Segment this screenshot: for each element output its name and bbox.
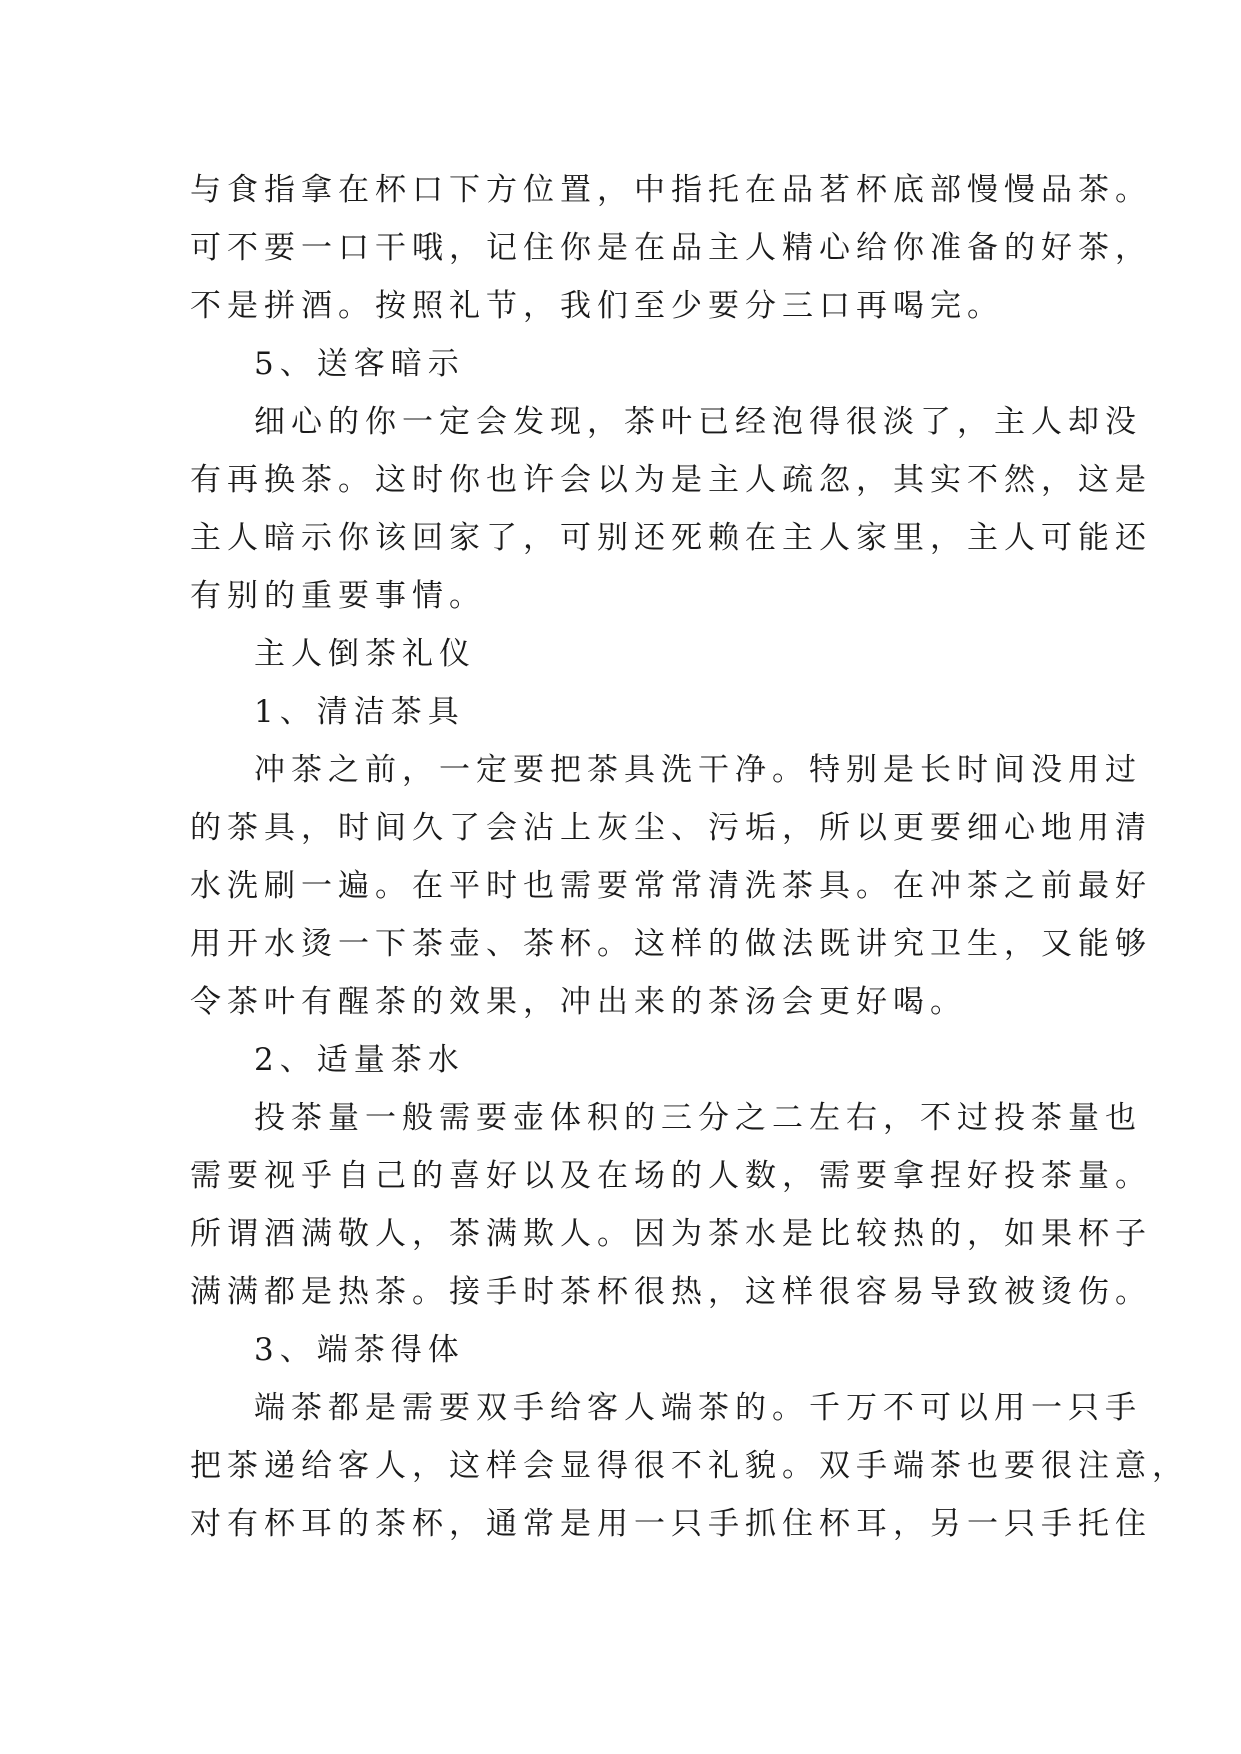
text-line: 用开水烫一下茶壶、茶杯。这样的做法既讲究卫生，又能够 — [190, 926, 1152, 962]
section-heading: 1、清洁茶具 — [254, 694, 465, 730]
text-line: 有再换茶。这时你也许会以为是主人疏忽，其实不然，这是 — [190, 462, 1152, 498]
text-line: 满满都是热茶。接手时茶杯很热，这样很容易导致被烫伤。 — [190, 1274, 1152, 1310]
text-line: 把茶递给客人，这样会显得很不礼貌。双手端茶也要很注意， — [190, 1448, 1189, 1484]
text-line: 冲茶之前，一定要把茶具洗干净。特别是长时间没用过 — [254, 752, 1142, 788]
text-line: 不是拼酒。按照礼节，我们至少要分三口再喝完。 — [190, 288, 1004, 324]
text-line: 有别的重要事情。 — [190, 578, 486, 614]
text-line: 水洗刷一遍。在平时也需要常常清洗茶具。在冲茶之前最好 — [190, 868, 1152, 904]
section-heading: 5、送客暗示 — [254, 346, 465, 382]
section-heading: 3、端茶得体 — [254, 1332, 465, 1368]
text-line: 对有杯耳的茶杯，通常是用一只手抓住杯耳，另一只手托住 — [190, 1506, 1152, 1542]
text-line: 与食指拿在杯口下方位置，中指托在品茗杯底部慢慢品茶。 — [190, 172, 1152, 208]
text-line: 所谓酒满敬人，茶满欺人。因为茶水是比较热的，如果杯子 — [190, 1216, 1152, 1252]
text-line: 主人暗示你该回家了，可别还死赖在主人家里，主人可能还 — [190, 520, 1152, 556]
text-line: 端茶都是需要双手给客人端茶的。千万不可以用一只手 — [254, 1390, 1142, 1426]
text-line: 需要视乎自己的喜好以及在场的人数，需要拿捏好投茶量。 — [190, 1158, 1152, 1194]
text-line: 投茶量一般需要壶体积的三分之二左右，不过投茶量也 — [254, 1100, 1142, 1136]
text-line: 细心的你一定会发现，茶叶已经泡得很淡了，主人却没 — [254, 404, 1142, 440]
section-heading: 2、适量茶水 — [254, 1042, 465, 1078]
text-line: 可不要一口干哦，记住你是在品主人精心给你准备的好茶， — [190, 230, 1152, 266]
text-line: 的茶具，时间久了会沾上灰尘、污垢，所以更要细心地用清 — [190, 810, 1152, 846]
section-title: 主人倒茶礼仪 — [254, 636, 476, 672]
document-body — [190, 161, 1189, 1553]
text-line: 令茶叶有醒茶的效果，冲出来的茶汤会更好喝。 — [190, 984, 967, 1020]
